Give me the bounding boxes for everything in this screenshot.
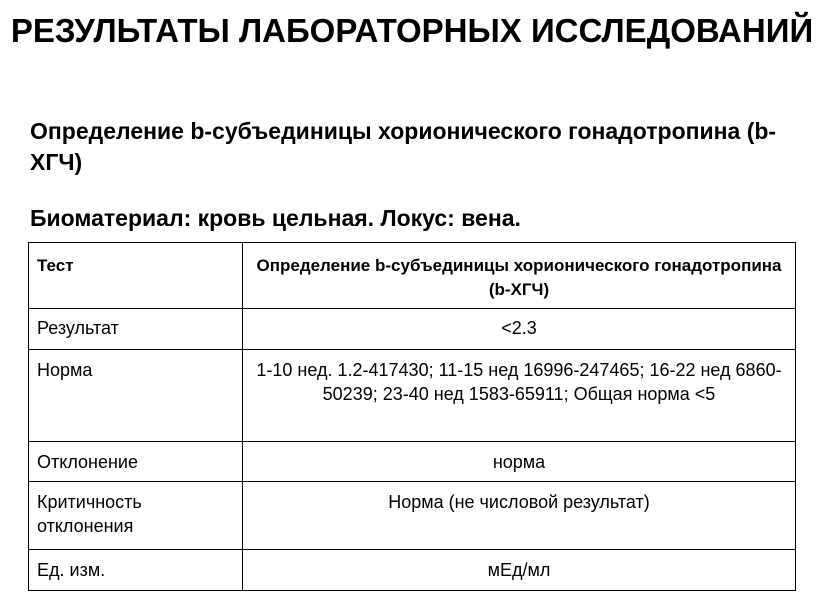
row-value-unit: мЕд/мл (243, 550, 796, 591)
results-table (28, 242, 796, 591)
header-value-cell: Определение b-субъединицы хорионического гонадотропина (b-ХГЧ) (243, 243, 796, 309)
row-value-criticality: Норма (не числовой результат) (243, 482, 796, 550)
row-label-norm: Норма (29, 350, 243, 442)
row-label-result: Результат (29, 309, 243, 350)
table-row-norm (29, 350, 796, 442)
row-value-deviation: норма (243, 442, 796, 482)
row-label-deviation: Отклонение (29, 442, 243, 482)
test-heading: Определение b-субъединицы хорионического гонадотропина (b-ХГЧ) (30, 118, 777, 175)
header-name-cell: Тест (29, 243, 243, 309)
row-label-unit: Ед. изм. (29, 550, 243, 591)
table-row-unit (29, 550, 796, 591)
row-label-criticality: Критичность отклонения (29, 482, 243, 550)
table-row-deviation (29, 442, 796, 482)
row-value-norm: 1-10 нед. 1.2-417430; 11-15 нед 16996-247465; 16-22 нед 6860-50239; 23-40 нед 1583-65911; Общая норма <5 (243, 350, 796, 442)
table-row-criticality (29, 482, 796, 550)
row-value-result: <2.3 (243, 309, 796, 350)
table-row-result (29, 309, 796, 350)
page-title: РЕЗУЛЬТАТЫ ЛАБОРАТОРНЫХ ИССЛЕДОВАНИЙ (10, 12, 814, 49)
biomaterial-line: Биоматериал: кровь цельная. Локус: вена. (30, 205, 521, 231)
table-header-row (29, 243, 796, 309)
